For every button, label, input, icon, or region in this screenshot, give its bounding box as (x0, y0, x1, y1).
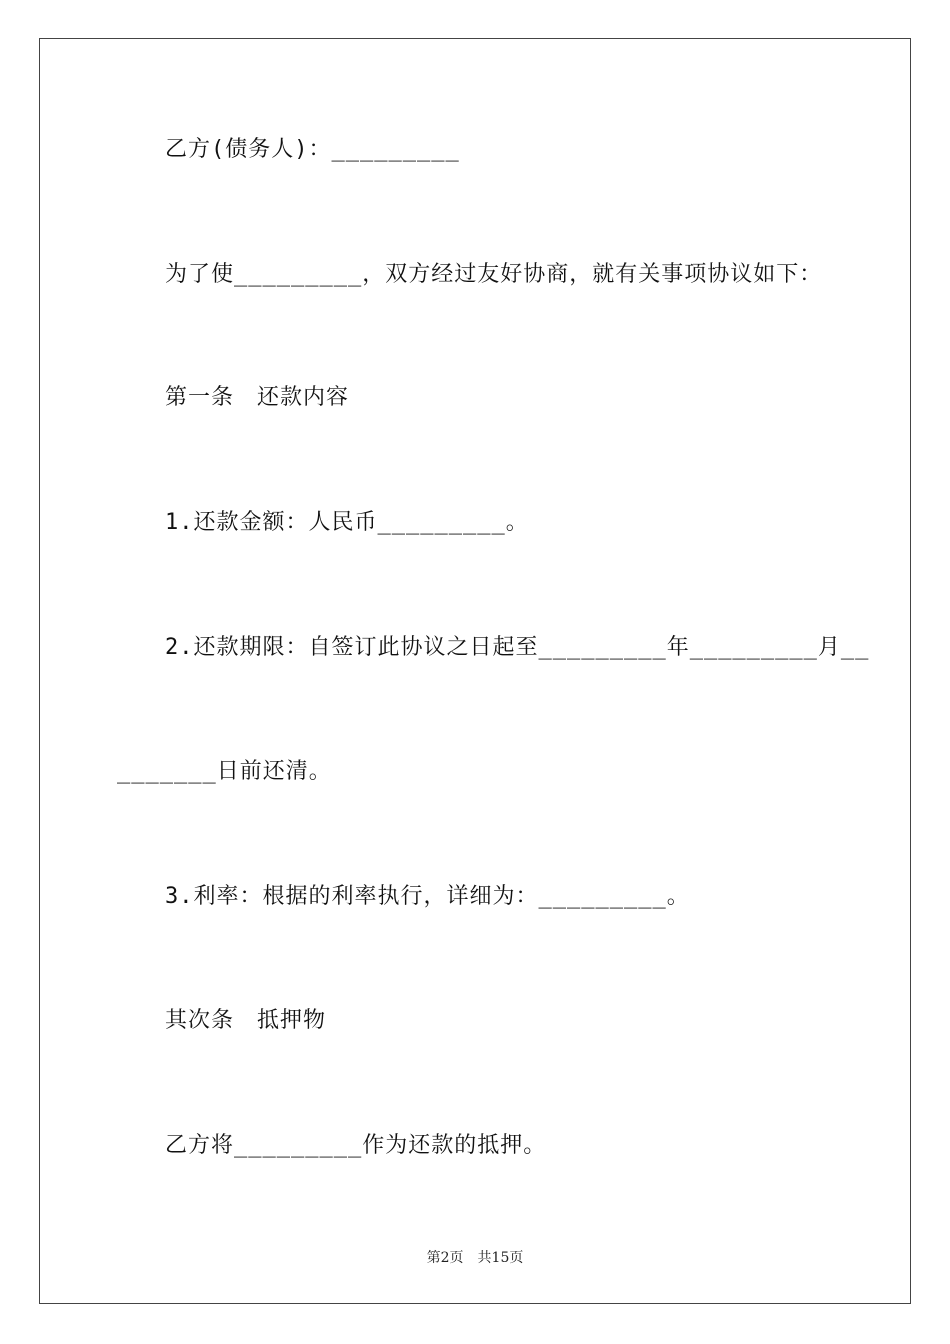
repayment-term-line: 2.还款期限：自签订此协议之日起至_________年_________月__ (165, 635, 870, 660)
page-number: 第2页 (426, 1250, 464, 1266)
repayment-amount-line: 1.还款金额：人民币_________。 (165, 510, 529, 535)
agreement-intro-line: 为了使_________，双方经过友好协商，就有关事项协议如下： (165, 262, 823, 287)
article-one-heading: 第一条 还款内容 (165, 385, 350, 410)
interest-rate-line: 3.利率：根据的利率执行，详细为：_________。 (165, 884, 690, 909)
collateral-line: 乙方将_________作为还款的抵押。 (165, 1133, 547, 1158)
party-b-debtor-line: 乙方(债务人)：_________ (165, 137, 460, 162)
page-border (39, 38, 911, 1304)
repayment-term-continuation: _______日前还清。 (117, 759, 332, 784)
page-footer (0, 1247, 950, 1267)
article-two-heading: 其次条 抵押物 (165, 1008, 327, 1033)
total-pages: 共15页 (477, 1250, 524, 1266)
